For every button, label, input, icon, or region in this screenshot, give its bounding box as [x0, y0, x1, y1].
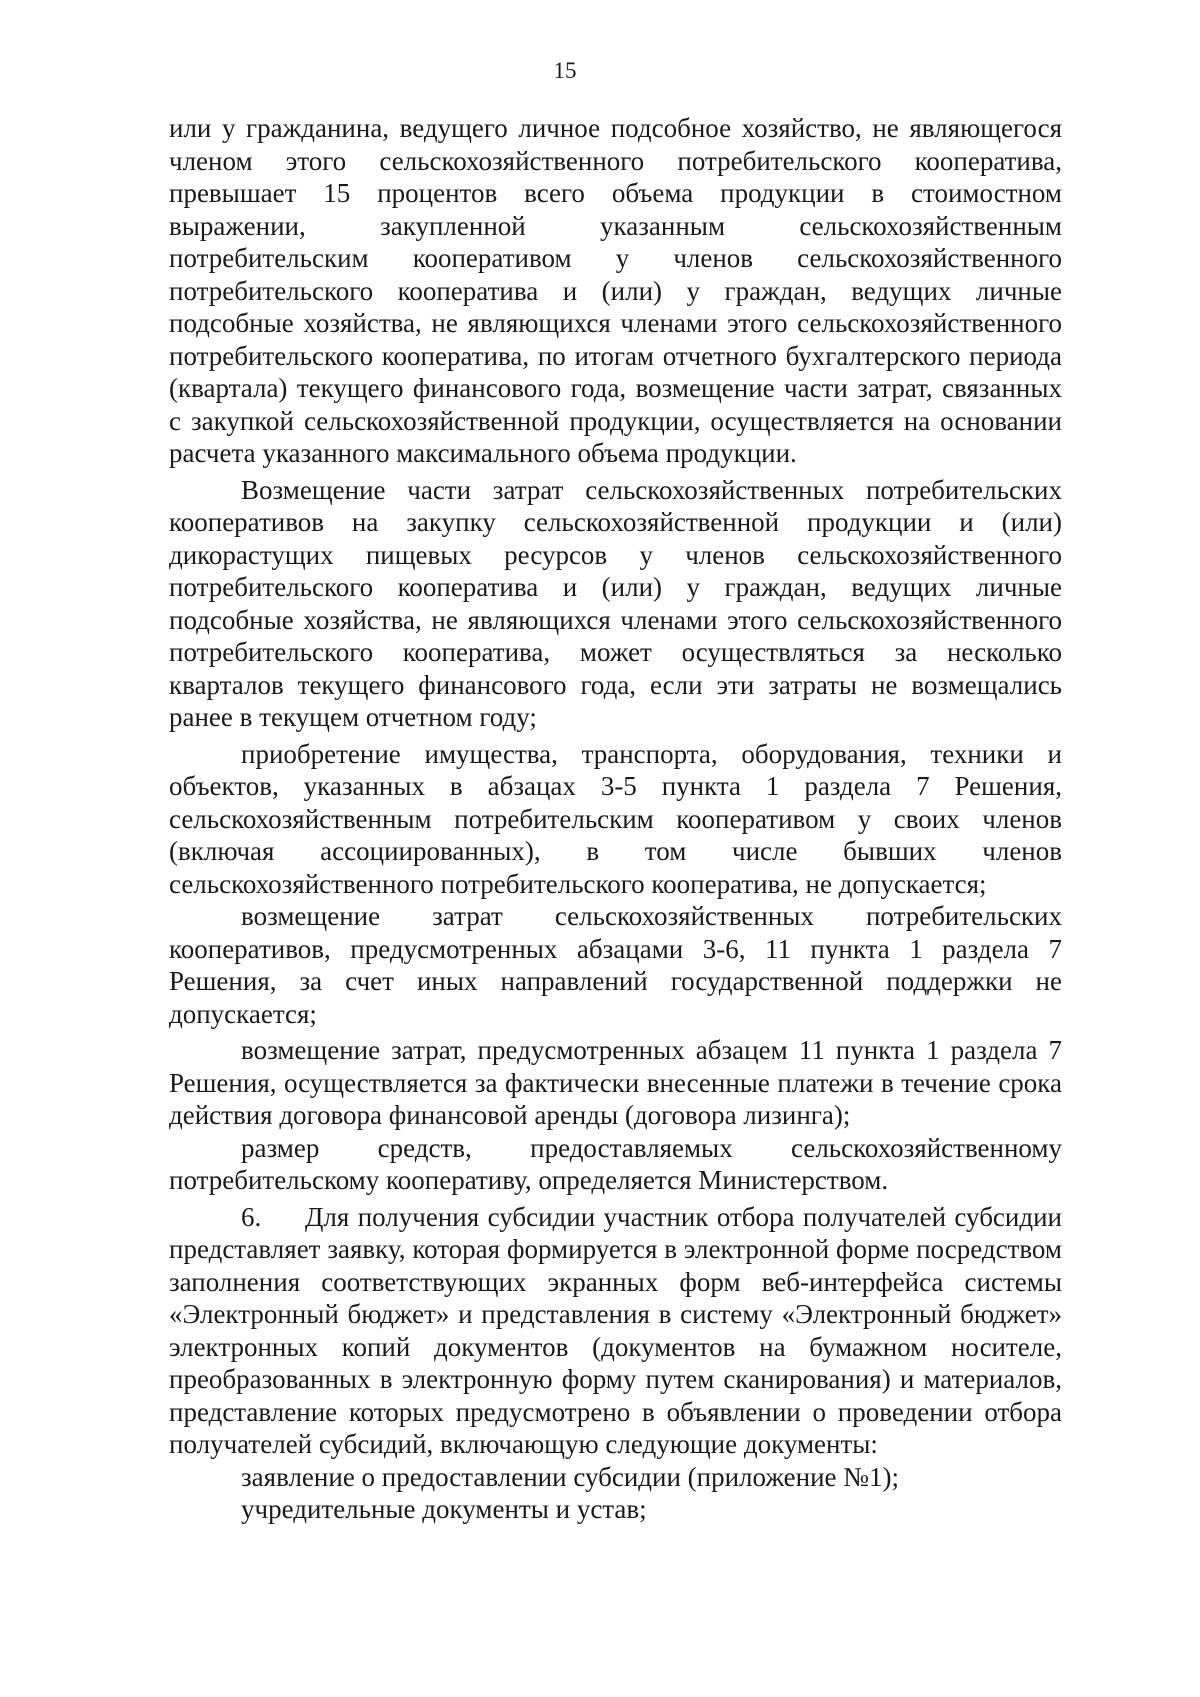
list-item: заявление о предоставлении субсидии (приложение №1);: [241, 1461, 900, 1492]
paragraph-continuation: или у гражданина, ведущего личное подсобное хозяйство, не являющегося членом этого сельскохозяйственного потребительского кооператива, превышает 15 процентов всего объема продукции в стоимостном выражении, закупленной указанным сельскохозяйственным потребительским кооперативом у членов сельскохозяйственного потребительского кооператива и (или) у граждан, ведущих личные подсобные хозяйства, не являющихся членами этого сельскохозяйственного потребительского кооператива, по итогам отчетного бухгалтерского периода (квартала) текущего финансового года, возмещение части затрат, связанных с закупкой сельскохозяйственной продукции, осуществляется на основании расчета указанного максимального объема продукции.: [169, 113, 1062, 468]
paragraph-property-acquisition: приобретение имущества, транспорта, оборудования, техники и объектов, указанных в абзацах 3-5 пункта 1 раздела 7 Решения, сельскохозяйственным потребительским кооперативом у своих членов (включая ассоциированных), в том числе бывших членов сельскохозяйственного потребительского кооператива, не допускается;: [169, 738, 1062, 899]
paragraph-other-support: возмещение затрат сельскохозяйственных потребительских кооперативов, предусмотренных абзацами 3-6, 11 пункта 1 раздела 7 Решения, за счет иных направлений государственной поддержки не допускается;: [169, 901, 1062, 1029]
item-6-text: Для получения субсидии участник отбора получателей субсидии представляет заявку, которая формируется в электронной форме посредством заполнения соответствующих экранных форм веб-интерфейса системы «Электронный бюджет» и представления в систему «Электронный бюджет» электронных копий документов (документов на бумажном носителе, преобразованных в электронную форму путем сканирования) и материалов, представление которых предусмотрено в объявлении о проведении отбора получателей субсидий, включающую следующие документы:: [169, 1201, 1062, 1459]
document-body: [169, 112, 1062, 1526]
paragraph-reimbursement-period: Возмещение части затрат сельскохозяйственных потребительских кооперативов на закупку сельскохозяйственной продукции и (или) дикорастущих пищевых ресурсов у членов сельскохозяйственного потребительского кооператива и (или) у граждан, ведущих личные подсобные хозяйства, не являющихся членами этого сельскохозяйственного потребительского кооператива, может осуществляться за несколько кварталов текущего финансового года, если эти затраты не возмещались ранее в текущем отчетном году;: [169, 474, 1062, 732]
paragraph-leasing-payments: возмещение затрат, предусмотренных абзацем 11 пункта 1 раздела 7 Решения, осуществляется за фактически внесенные платежи в течение срока действия договора финансовой аренды (договора лизинга);: [169, 1035, 1062, 1130]
paragraph-item-6: [169, 1201, 1062, 1461]
item-number: 6.: [241, 1201, 262, 1232]
list-item: учредительные документы и устав;: [241, 1494, 647, 1524]
page-number: 15: [553, 58, 577, 83]
paragraph-amount-determination: размер средств, предоставляемых сельскохозяйственному потребительскому кооперативу, определяется Министерством.: [169, 1132, 1062, 1195]
